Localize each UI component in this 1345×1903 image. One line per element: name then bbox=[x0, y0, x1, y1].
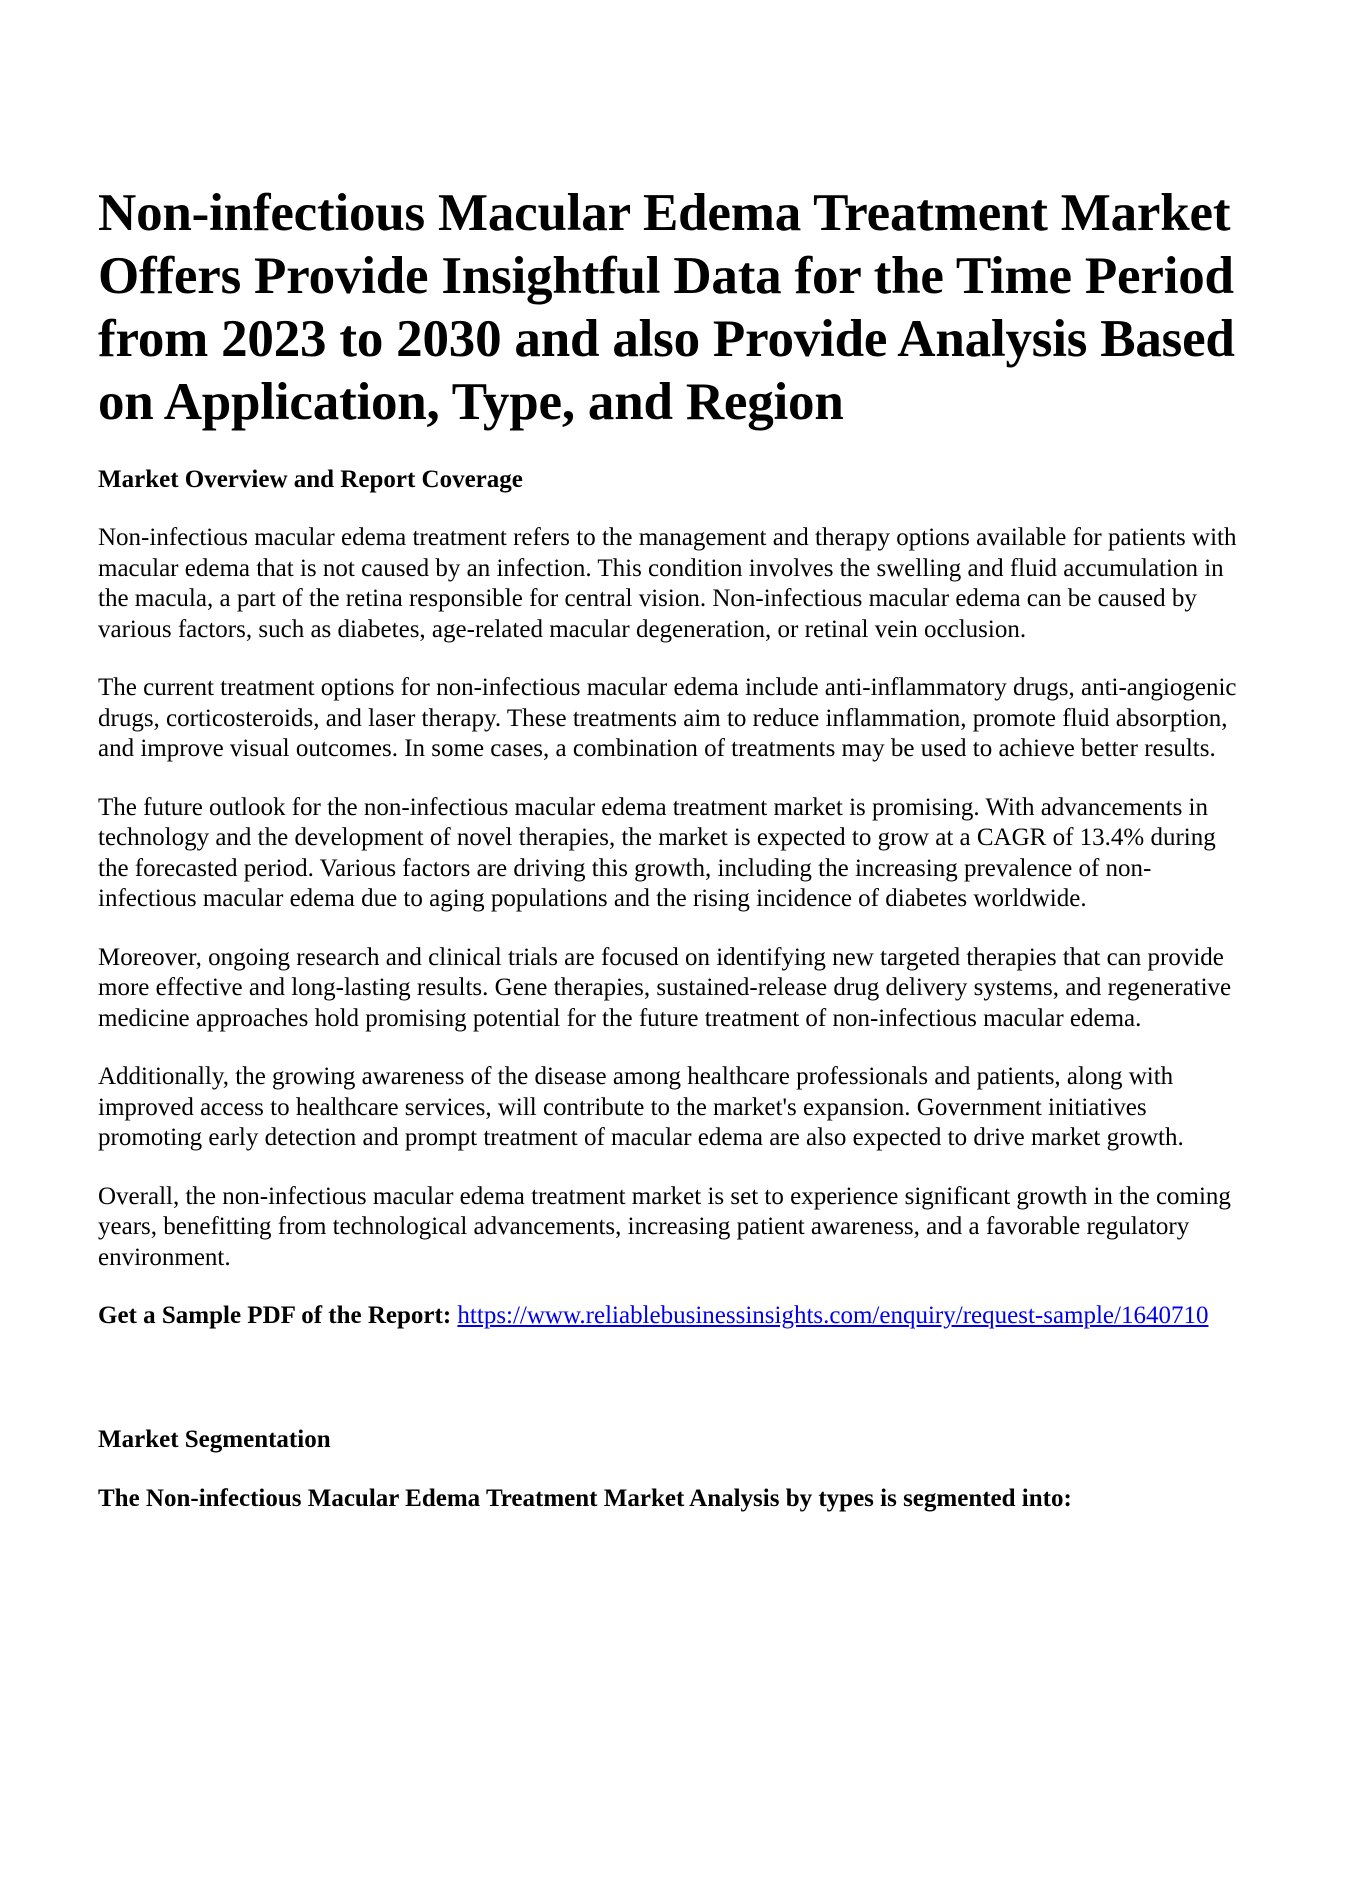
sample-pdf-label: Get a Sample PDF of the Report: bbox=[98, 1302, 452, 1329]
page-title: Non-infectious Macular Edema Treatment Market Offers Provide Insightful Data for the Time Period from 2023 to 2030 and also Provide Analysis Based on Application, Type, and Region bbox=[98, 184, 1235, 431]
paragraph-future-outlook: The future outlook for the non-infectious macular edema treatment market is promising. With advancements in technology and the development of novel therapies, the market is expected to grow at a CAGR of 13.4% during the forecasted period. Various factors are driving this growth, including the increasing prevalence of non-infectious macular edema due to aging populations and the rising incidence of diabetes worldwide. bbox=[98, 793, 1216, 912]
paragraph-definition: Non-infectious macular edema treatment refers to the management and therapy options available for patients with macular edema that is not caused by an infection. This condition involves the swelling and fluid accumulation in the macula, a part of the retina responsible for central vision. Non-infectious macular edema can be caused by various factors, such as diabetes, age-related macular degeneration, or retinal vein occlusion. bbox=[98, 524, 1237, 643]
paragraph-overall: Overall, the non-infectious macular edema treatment market is set to experience significant growth in the coming years, benefitting from technological advancements, increasing patient awareness, and a favorable regulatory environment. bbox=[98, 1182, 1231, 1271]
overview-heading: Market Overview and Report Coverage bbox=[98, 466, 523, 493]
sample-pdf-line bbox=[98, 1301, 1248, 1332]
paragraph-research: Moreover, ongoing research and clinical trials are focused on identifying new targeted therapies that can provide more effective and long-lasting results. Gene therapies, sustained-release drug delivery systems, and regenerative medicine approaches hold promising potential for the future treatment of non-infectious macular edema. bbox=[98, 943, 1232, 1032]
sample-pdf-link[interactable]: https://www.reliablebusinessinsights.com/enquiry/request-sample/1640710 bbox=[457, 1302, 1209, 1329]
paragraph-awareness: Additionally, the growing awareness of the disease among healthcare professionals and patients, along with improved access to healthcare services, will contribute to the market's expansion. Government initiatives promoting early detection and prompt treatment of macular edema are also expected to drive market growth. bbox=[98, 1063, 1184, 1151]
document-page bbox=[98, 182, 1248, 1542]
paragraph-treatment-options: The current treatment options for non-infectious macular edema include anti-inflammatory drugs, anti-angiogenic drugs, corticosteroids, and laser therapy. These treatments aim to reduce inflammation, promote fluid absorption, and improve visual outcomes. In some cases, a combination of treatments may be used to achieve better results. bbox=[98, 674, 1237, 762]
types-heading: The Non-infectious Macular Edema Treatment Market Analysis by types is segmented into: bbox=[98, 1484, 1072, 1512]
segmentation-heading: Market Segmentation bbox=[98, 1425, 331, 1453]
